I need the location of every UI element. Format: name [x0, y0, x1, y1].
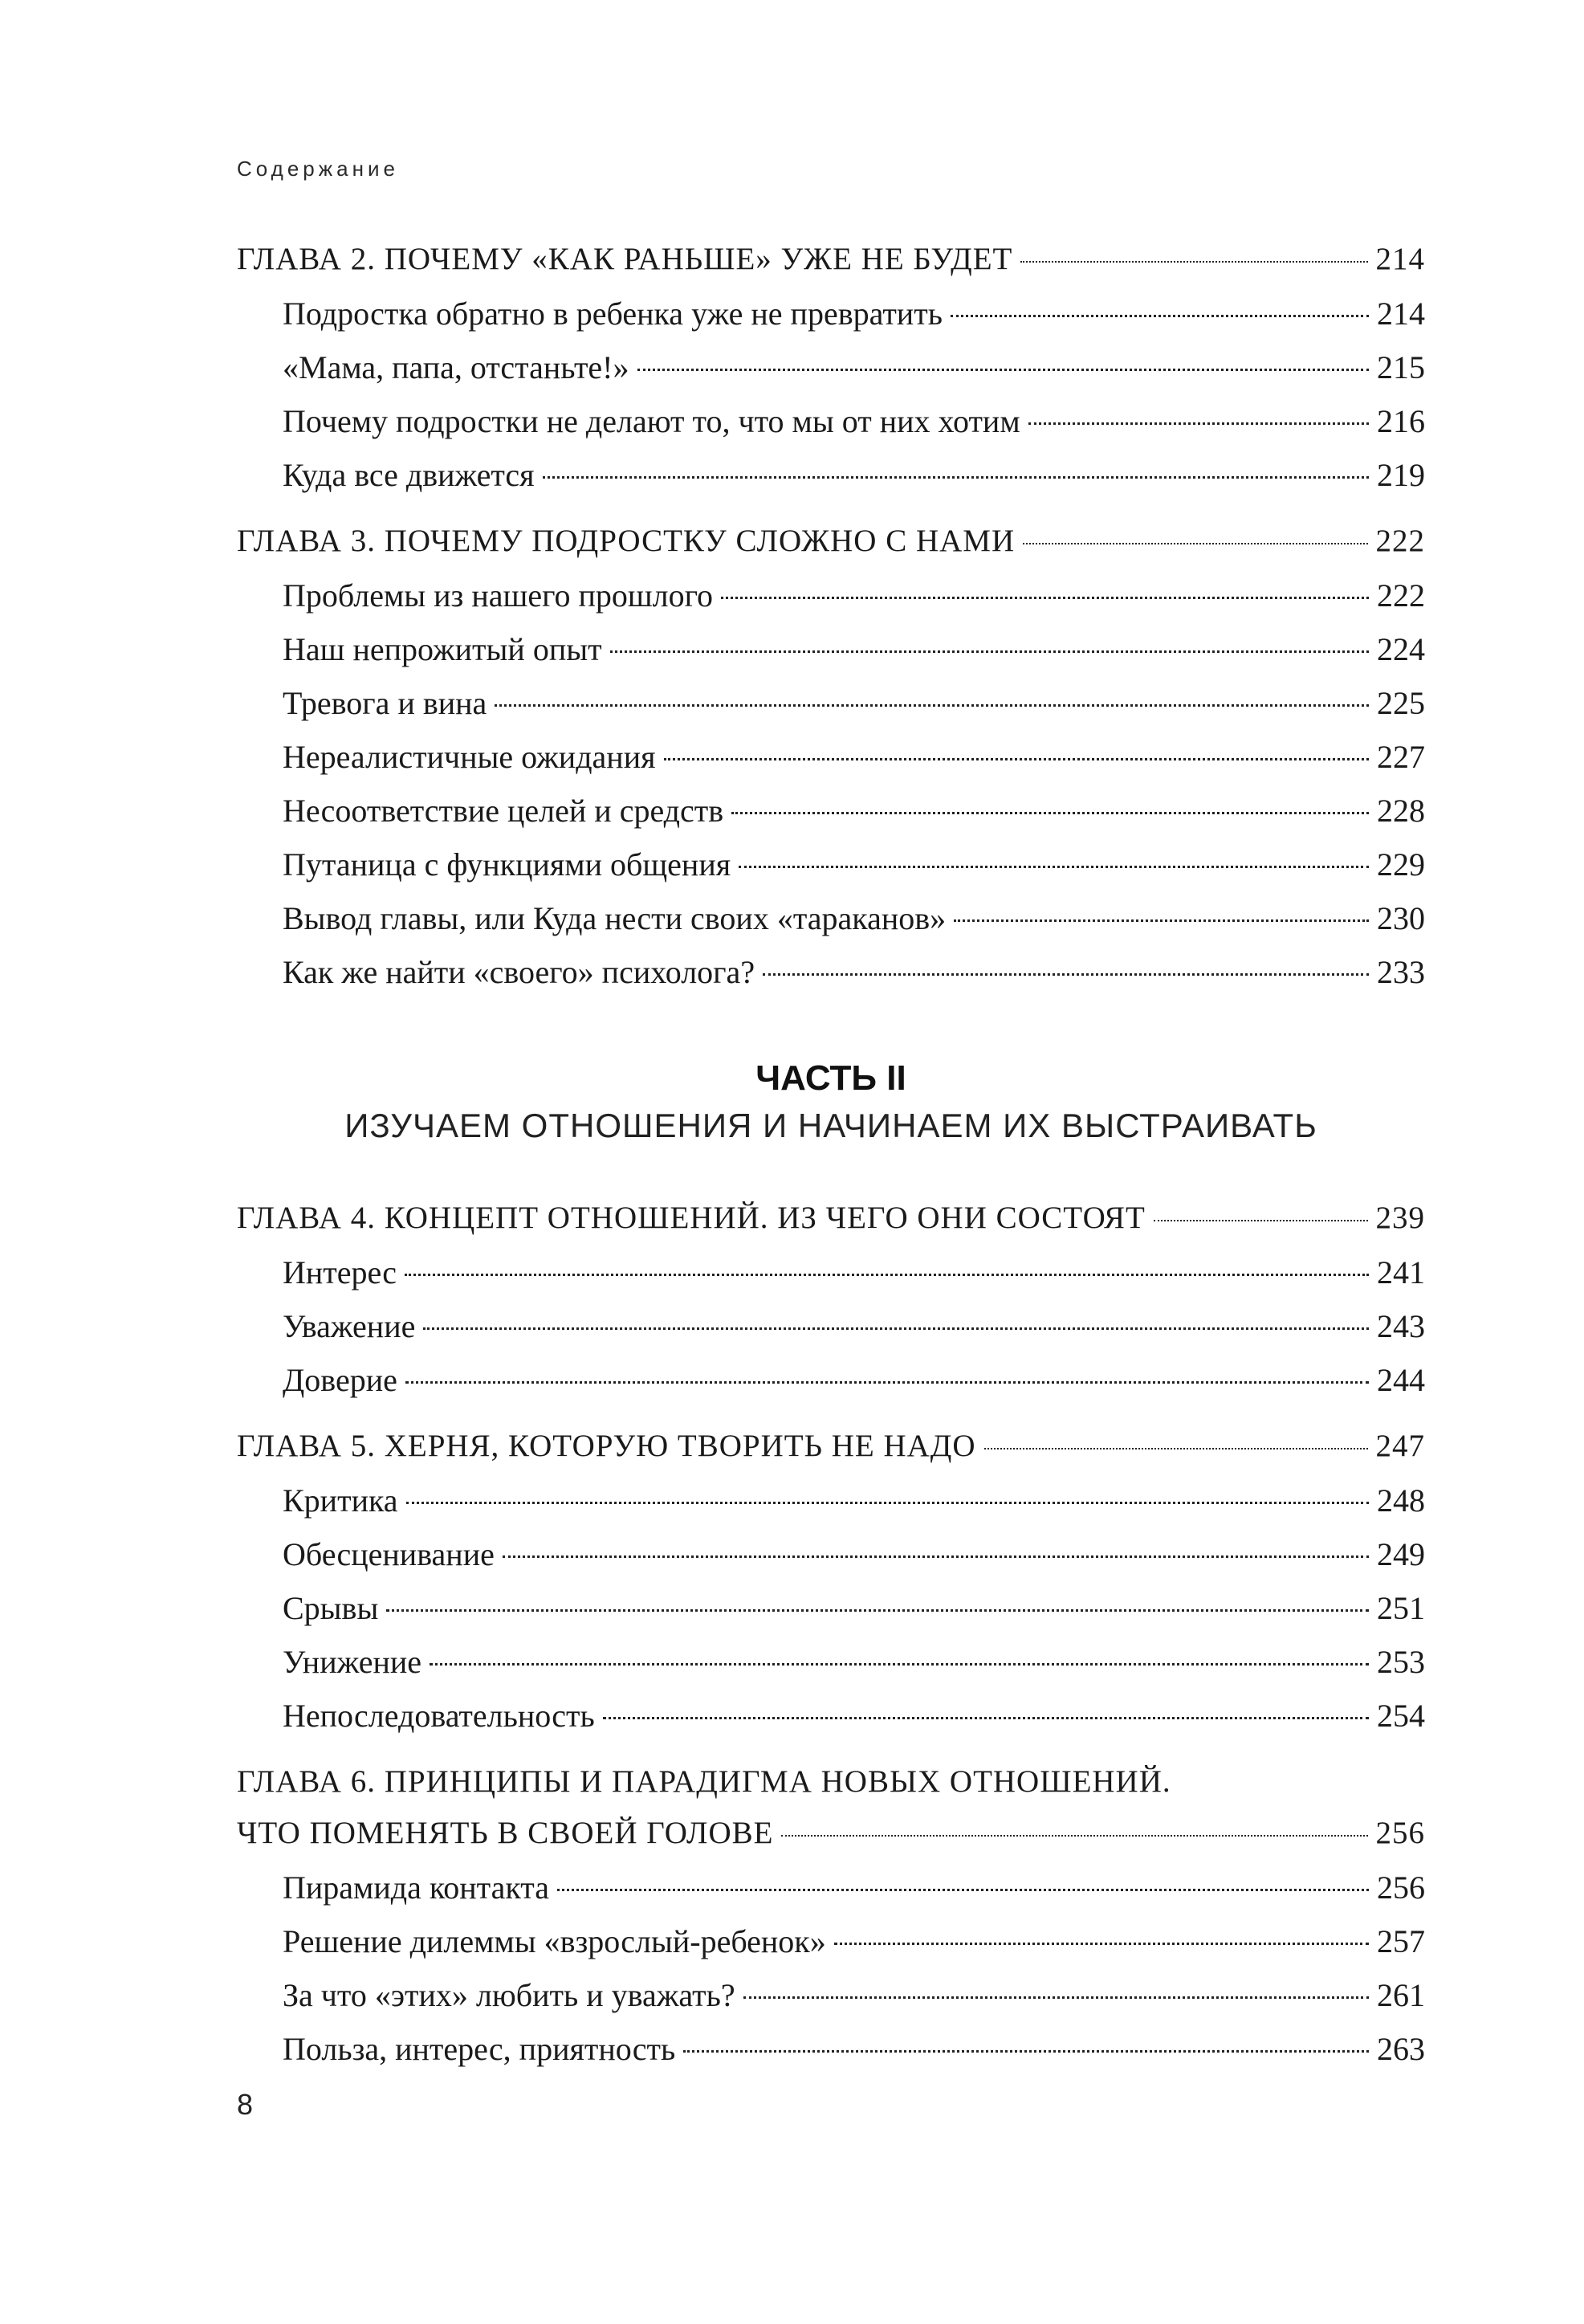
page-ref: 225: [1377, 685, 1425, 721]
toc-section-entry[interactable]: [283, 1535, 1425, 1589]
part-title: ЧАСТЬ II: [755, 1058, 906, 1098]
toc-section-entry[interactable]: [283, 846, 1425, 899]
toc-section-entry[interactable]: [283, 792, 1425, 846]
leader-dots: [637, 369, 1369, 371]
page-ref: 243: [1377, 1308, 1425, 1344]
section-title: Путаница с функциями общения: [283, 846, 731, 883]
leader-dots: [603, 1717, 1369, 1719]
section-title: Польза, интерес, приятность: [283, 2031, 676, 2067]
page-ref: 244: [1377, 1362, 1425, 1398]
page-ref: 249: [1377, 1536, 1425, 1572]
toc-section-entry[interactable]: [283, 1869, 1425, 1922]
chapter-title: ГЛАВА 5. ХЕРНЯ, КОТОРУЮ ТВОРИТЬ НЕ НАДО: [237, 1429, 976, 1463]
leader-dots: [834, 1943, 1369, 1945]
section-title: Как же найти «своего» психолога?: [283, 954, 755, 990]
toc-chapter-entry[interactable]: [237, 1428, 1425, 1482]
page-ref: 256: [1377, 1869, 1425, 1906]
section-title: «Мама, папа, отстаньте!»: [283, 349, 629, 385]
leader-dots: [781, 1835, 1367, 1837]
toc-section-entry[interactable]: [283, 402, 1425, 456]
toc-section-entry[interactable]: [283, 953, 1425, 1007]
page-ref: 224: [1377, 631, 1425, 667]
leader-dots: [721, 597, 1369, 599]
toc-section-entry[interactable]: [283, 1922, 1425, 1976]
toc-section-entry[interactable]: [283, 2030, 1425, 2084]
chapter-5: [237, 1428, 1425, 1751]
section-title: Уважение: [283, 1308, 416, 1344]
section-title: За что «этих» любить и уважать?: [283, 1977, 735, 2013]
page-ref: 216: [1377, 403, 1425, 439]
part-heading: [237, 1055, 1425, 1150]
leader-dots: [386, 1609, 1369, 1612]
toc-section-entry[interactable]: [283, 1976, 1425, 2030]
toc-section-entry[interactable]: [283, 1307, 1425, 1361]
page-ref: 254: [1377, 1698, 1425, 1734]
page-ref: 229: [1377, 846, 1425, 883]
page-ref: 228: [1377, 793, 1425, 829]
leader-dots: [984, 1448, 1368, 1449]
running-header: Содержание: [237, 157, 399, 181]
leader-dots: [683, 2050, 1369, 2053]
section-title: Интерес: [283, 1254, 397, 1290]
toc-section-entry[interactable]: [283, 684, 1425, 738]
toc-chapter-entry[interactable]: [237, 1815, 1425, 1869]
toc-section-entry[interactable]: [283, 899, 1425, 953]
part-subtitle: ИЗУЧАЕМ ОТНОШЕНИЯ И НАЧИНАЕМ ИХ ВЫСТРАИВАТЬ: [344, 1107, 1317, 1144]
page-ref: 219: [1377, 457, 1425, 493]
toc-section-entry[interactable]: [283, 295, 1425, 349]
leader-dots: [739, 866, 1369, 868]
leader-dots: [406, 1502, 1369, 1504]
section-title: Решение дилеммы «взрослый-ребенок»: [283, 1923, 826, 1959]
page-ref: 233: [1377, 954, 1425, 990]
section-title: Почему подростки не делают то, что мы от них хотим: [283, 403, 1020, 439]
page-number: 8: [237, 2088, 254, 2121]
toc-section-entry[interactable]: [283, 349, 1425, 402]
leader-dots: [1154, 1220, 1368, 1221]
toc-section-entry[interactable]: [283, 630, 1425, 684]
page-ref: 247: [1375, 1429, 1425, 1463]
toc-section-entry[interactable]: [283, 456, 1425, 510]
section-title: Вывод главы, или Куда нести своих «тараканов»: [283, 900, 947, 936]
toc-section-entry[interactable]: [283, 1643, 1425, 1697]
toc-chapter-entry[interactable]: [237, 523, 1425, 577]
leader-dots: [763, 973, 1369, 976]
leader-dots: [503, 1555, 1369, 1558]
section-title: Куда все движется: [283, 457, 535, 493]
chapter-title: ГЛАВА 3. ПОЧЕМУ ПОДРОСТКУ СЛОЖНО С НАМИ: [237, 524, 1016, 558]
page-ref: 214: [1375, 242, 1425, 276]
page-ref: 222: [1377, 577, 1425, 614]
chapter-4: [237, 1200, 1425, 1415]
page-ref: 248: [1377, 1482, 1425, 1519]
page-ref: 222: [1375, 524, 1425, 558]
leader-dots: [664, 758, 1369, 760]
page-ref: 261: [1377, 1977, 1425, 2013]
section-title: Непоследовательность: [283, 1698, 595, 1734]
toc-section-entry[interactable]: [283, 1254, 1425, 1307]
toc-section-entry[interactable]: [283, 738, 1425, 792]
section-title: Наш непрожитый опыт: [283, 631, 602, 667]
section-title: Критика: [283, 1482, 398, 1519]
section-title: Тревога и вина: [283, 685, 487, 721]
leader-dots: [495, 704, 1369, 707]
page-ref: 256: [1375, 1816, 1425, 1850]
chapter-title-line-1[interactable]: ГЛАВА 6. ПРИНЦИПЫ И ПАРАДИГМА НОВЫХ ОТНОШЕНИЙ.: [237, 1764, 1171, 1799]
section-title: Проблемы из нашего прошлого: [283, 577, 714, 614]
page-ref: 241: [1377, 1254, 1425, 1290]
toc-chapter-entry[interactable]: [237, 241, 1425, 295]
toc-section-entry[interactable]: [283, 1589, 1425, 1643]
chapter-6: [237, 1763, 1425, 2084]
page-ref: 215: [1377, 349, 1425, 385]
toc-chapter-entry[interactable]: [237, 1200, 1425, 1254]
leader-dots: [731, 812, 1369, 814]
page-ref: 230: [1377, 900, 1425, 936]
page-ref: 239: [1375, 1201, 1425, 1235]
leader-dots: [430, 1663, 1369, 1666]
section-title: Подростка обратно в ребенка уже не превратить: [283, 296, 943, 332]
toc-section-entry[interactable]: [283, 1482, 1425, 1535]
leader-dots: [405, 1274, 1369, 1276]
section-title: Нереалистичные ожидания: [283, 739, 656, 775]
leader-dots: [743, 1996, 1369, 1999]
chapter-title: ГЛАВА 2. ПОЧЕМУ «КАК РАНЬШЕ» УЖЕ НЕ БУДЕТ: [237, 242, 1013, 276]
chapter-title: ГЛАВА 4. КОНЦЕПТ ОТНОШЕНИЙ. ИЗ ЧЕГО ОНИ СОСТОЯТ: [237, 1201, 1146, 1235]
section-title: Пирамида контакта: [283, 1869, 550, 1906]
leader-dots: [1020, 261, 1367, 263]
page-ref: 257: [1377, 1923, 1425, 1959]
page-ref: 251: [1377, 1590, 1425, 1626]
chapter-3: [237, 523, 1425, 1007]
leader-dots: [423, 1327, 1369, 1330]
page-ref: 263: [1377, 2031, 1425, 2067]
page-ref: 214: [1377, 296, 1425, 332]
table-of-contents: [237, 241, 1425, 2097]
toc-section-entry[interactable]: [283, 577, 1425, 630]
leader-dots: [951, 315, 1369, 317]
leader-dots: [557, 1889, 1369, 1891]
leader-dots: [543, 476, 1369, 479]
toc-section-entry[interactable]: [283, 1361, 1425, 1415]
page-ref: 227: [1377, 739, 1425, 775]
leader-dots: [610, 650, 1369, 653]
leader-dots: [1028, 422, 1369, 425]
leader-dots: [954, 919, 1369, 922]
leader-dots: [1023, 543, 1367, 544]
section-title: Доверие: [283, 1362, 397, 1398]
chapter-2: [237, 241, 1425, 510]
section-title: Обесценивание: [283, 1536, 495, 1572]
toc-section-entry[interactable]: [283, 1697, 1425, 1751]
leader-dots: [405, 1381, 1369, 1384]
section-title: Несоответствие целей и средств: [283, 793, 724, 829]
section-title: Унижение: [283, 1644, 422, 1680]
section-title: Срывы: [283, 1590, 379, 1626]
chapter-title-line-2: ЧТО ПОМЕНЯТЬ В СВОЕЙ ГОЛОВЕ: [237, 1816, 774, 1850]
page-ref: 253: [1377, 1644, 1425, 1680]
